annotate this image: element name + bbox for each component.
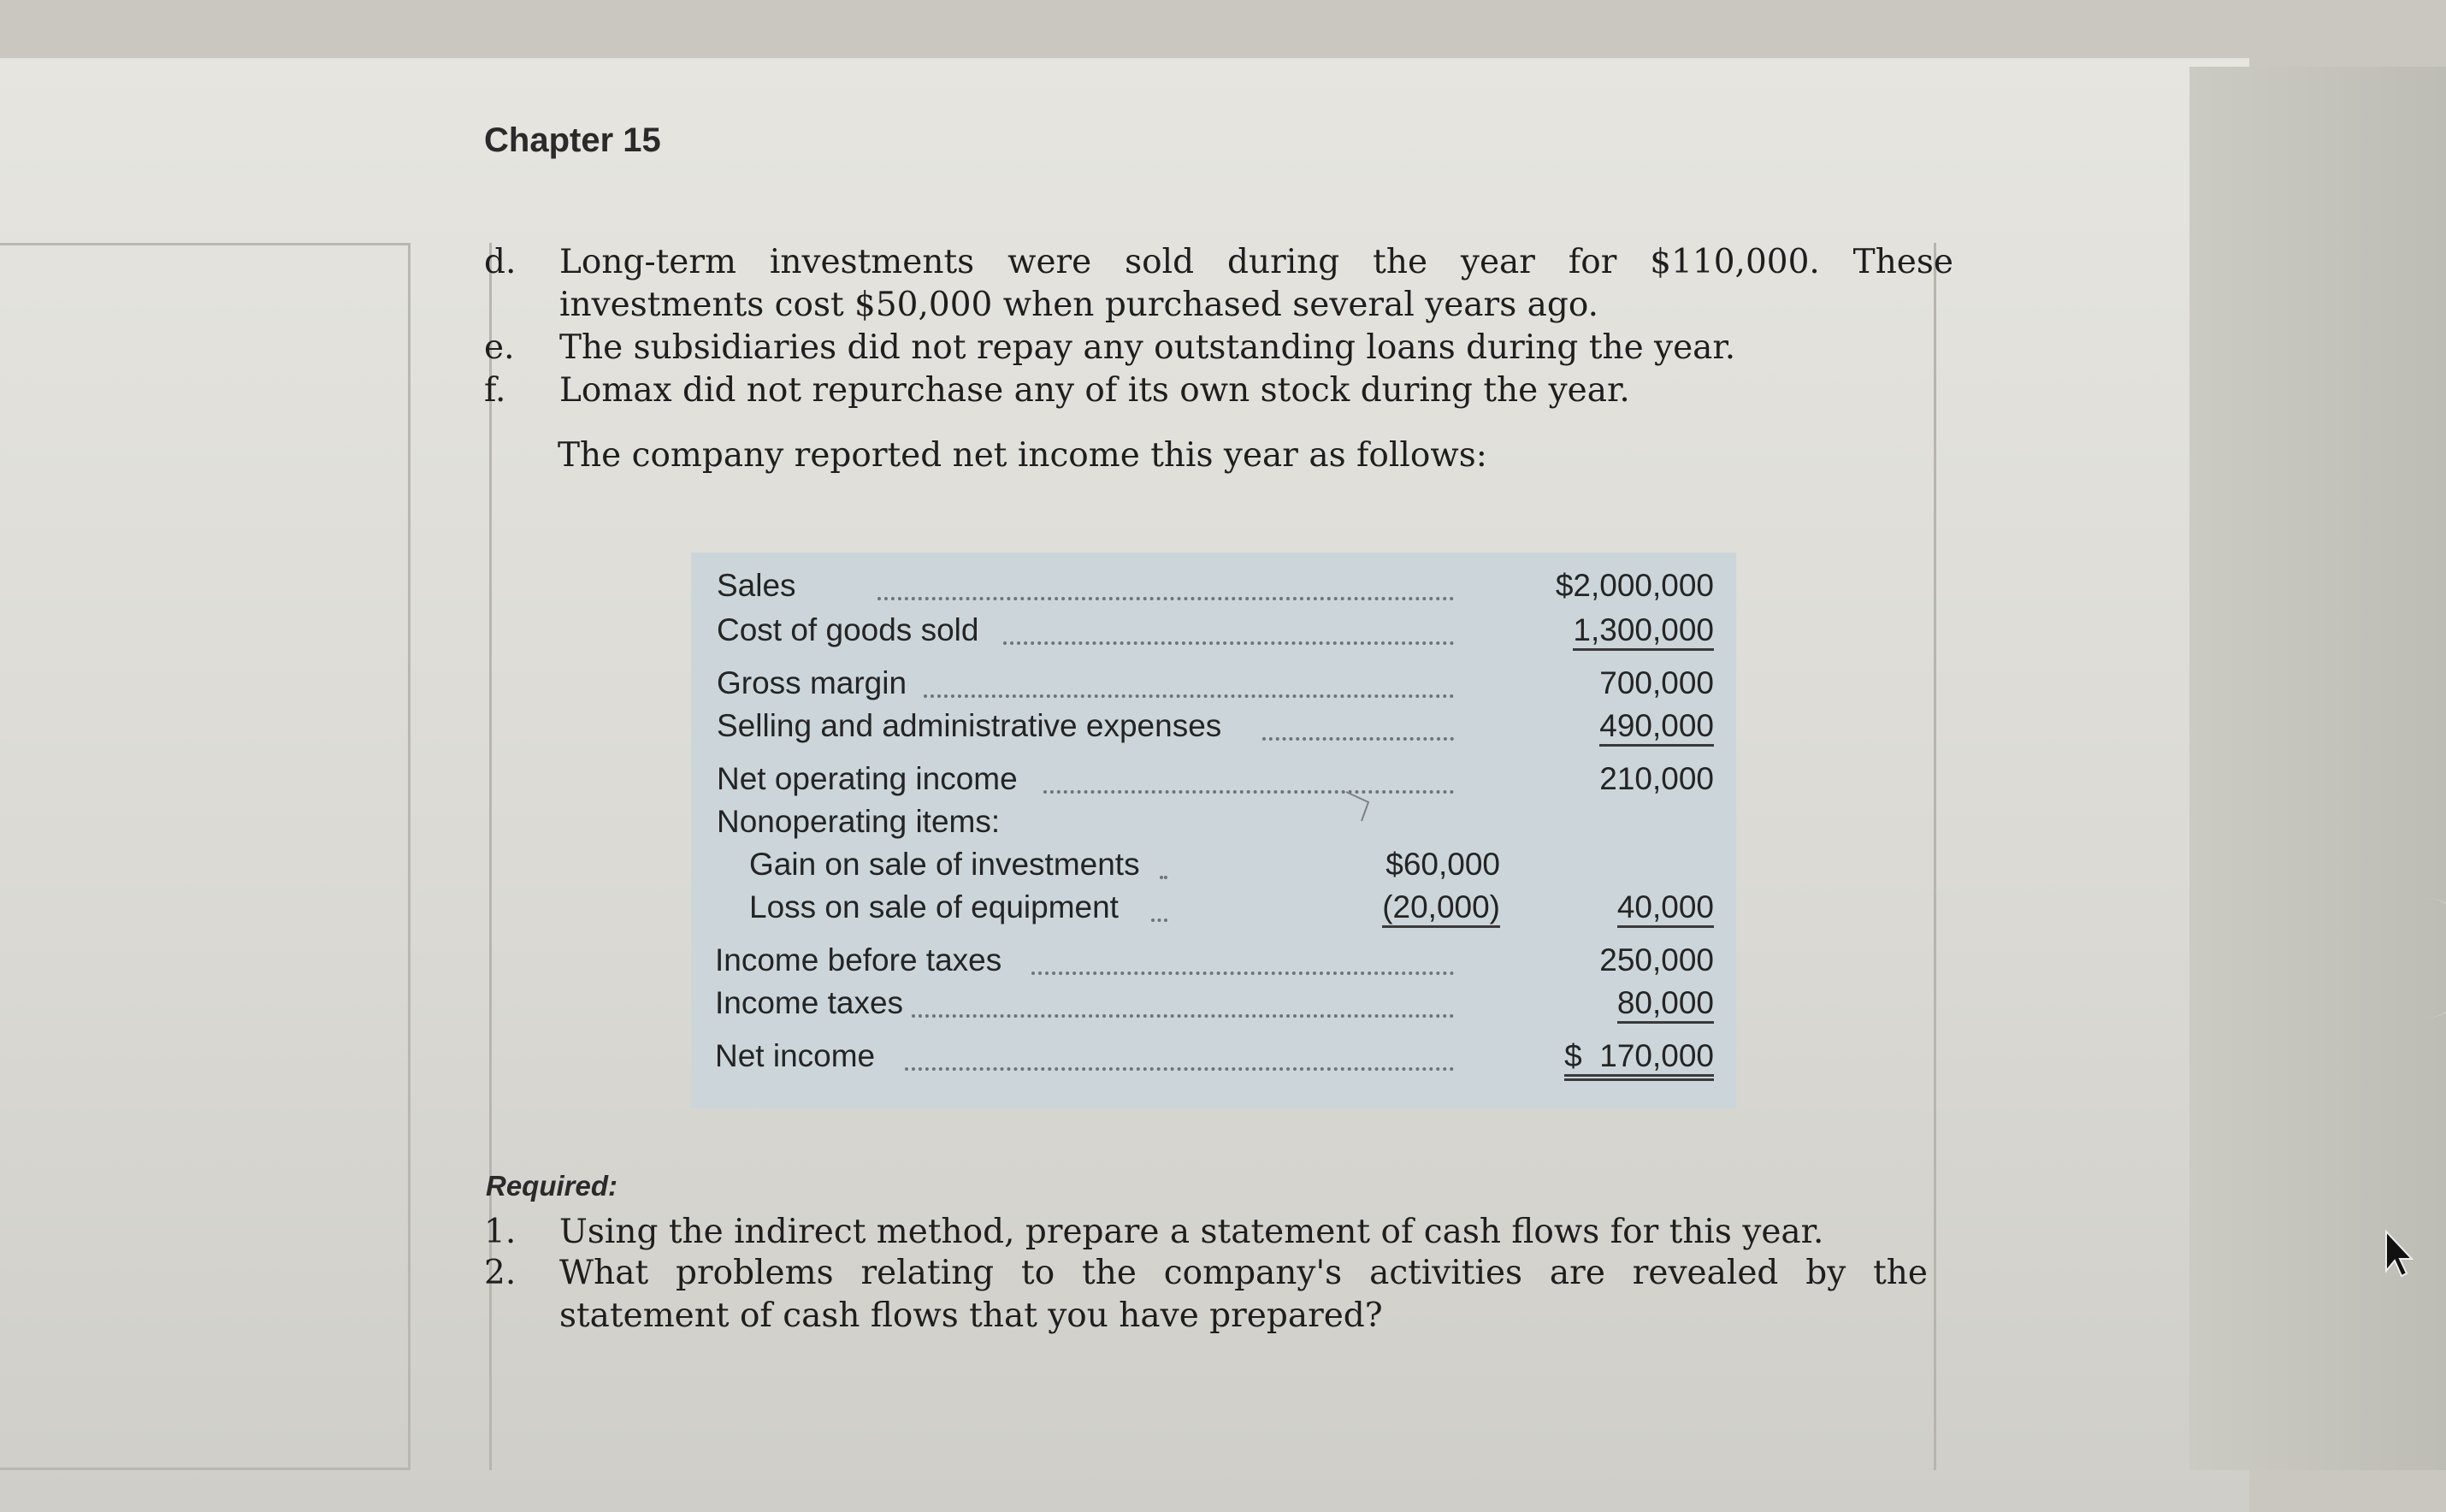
row-label: Income taxes [715,985,904,1020]
chapter-heading: Chapter 15 [484,121,661,159]
list-text: What problems relating to the company's activities are revealed by the statement of cash flows that you have prepared? [559,1254,1928,1335]
amount-col2: 700,000 [1599,665,1714,700]
statement-row-loss-equipment [691,889,1736,930]
amount-col2: 1,300,000 [1573,612,1714,651]
list-text: Long-term investments were sold during the year for $110,000. These investments cost $50,000 when purchased several years ago. [559,243,1953,324]
amount-col2: 210,000 [1599,761,1714,796]
statement-row-cogs [691,612,1736,653]
amount-col2: 80,000 [1617,985,1714,1024]
row-label: Gain on sale of investments [749,847,1140,882]
statement-row-nonoperating-heading [691,804,1736,845]
amount-col2: 250,000 [1599,942,1714,977]
statement-row-gross-margin [691,665,1736,706]
leader-dots [1003,636,1454,645]
row-label: Income before taxes [715,942,1002,977]
amount-col2: $ 170,000 [1564,1038,1714,1081]
amount-col2: 40,000 [1617,889,1714,928]
amount-col2: 490,000 [1599,708,1714,747]
row-label: Gross margin [717,665,907,700]
leader-dots [1160,871,1167,879]
list-marker: 2. [484,1254,517,1292]
leader-dots [924,689,1454,698]
intro-sentence: The company reported net income this year as follows: [558,436,1487,475]
list-marker: 1. [484,1213,517,1251]
row-label: Sales [717,568,796,603]
list-text: The subsidiaries did not repay any outstanding loans during the year. [559,328,1736,367]
amount-col2: $2,000,000 [1555,568,1714,603]
leader-dots [877,592,1454,600]
left-margin-box [0,243,411,1470]
required-heading: Required: [486,1170,618,1202]
statement-row-net-operating-income [691,761,1736,802]
row-label: Cost of goods sold [717,612,979,647]
row-label: Selling and administrative expenses [717,708,1222,743]
statement-row-gain-investments [691,847,1736,888]
statement-row-sales [691,568,1736,609]
amount-col1: $60,000 [1385,847,1500,882]
list-marker: d. [484,243,517,281]
list-text: Using the indirect method, prepare a statement of cash flows for this year. [559,1213,1824,1251]
statement-row-net-income [691,1038,1736,1079]
pencil-mark-icon [1343,787,1385,830]
leader-dots [1043,785,1454,794]
leader-dots [1151,913,1167,922]
row-label: Nonoperating items: [717,804,1001,839]
row-label: Loss on sale of equipment [749,889,1119,924]
leader-dots [912,1009,1454,1018]
statement-row-selling-admin [691,708,1736,749]
list-text: Lomax did not repurchase any of its own stock during the year. [559,371,1630,410]
row-label: Net income [715,1038,876,1073]
amount-col1: (20,000) [1382,889,1500,928]
list-marker: e. [484,328,515,367]
statement-row-income-before-taxes [691,942,1736,983]
statement-row-income-taxes [691,985,1736,1026]
mouse-cursor-icon [2379,1228,2414,1279]
leader-dots [1031,966,1454,975]
income-statement [691,552,1736,1108]
leader-dots [905,1062,1454,1071]
list-marker: f. [484,371,506,410]
leader-dots [1262,732,1454,741]
row-label: Net operating income [717,761,1018,796]
